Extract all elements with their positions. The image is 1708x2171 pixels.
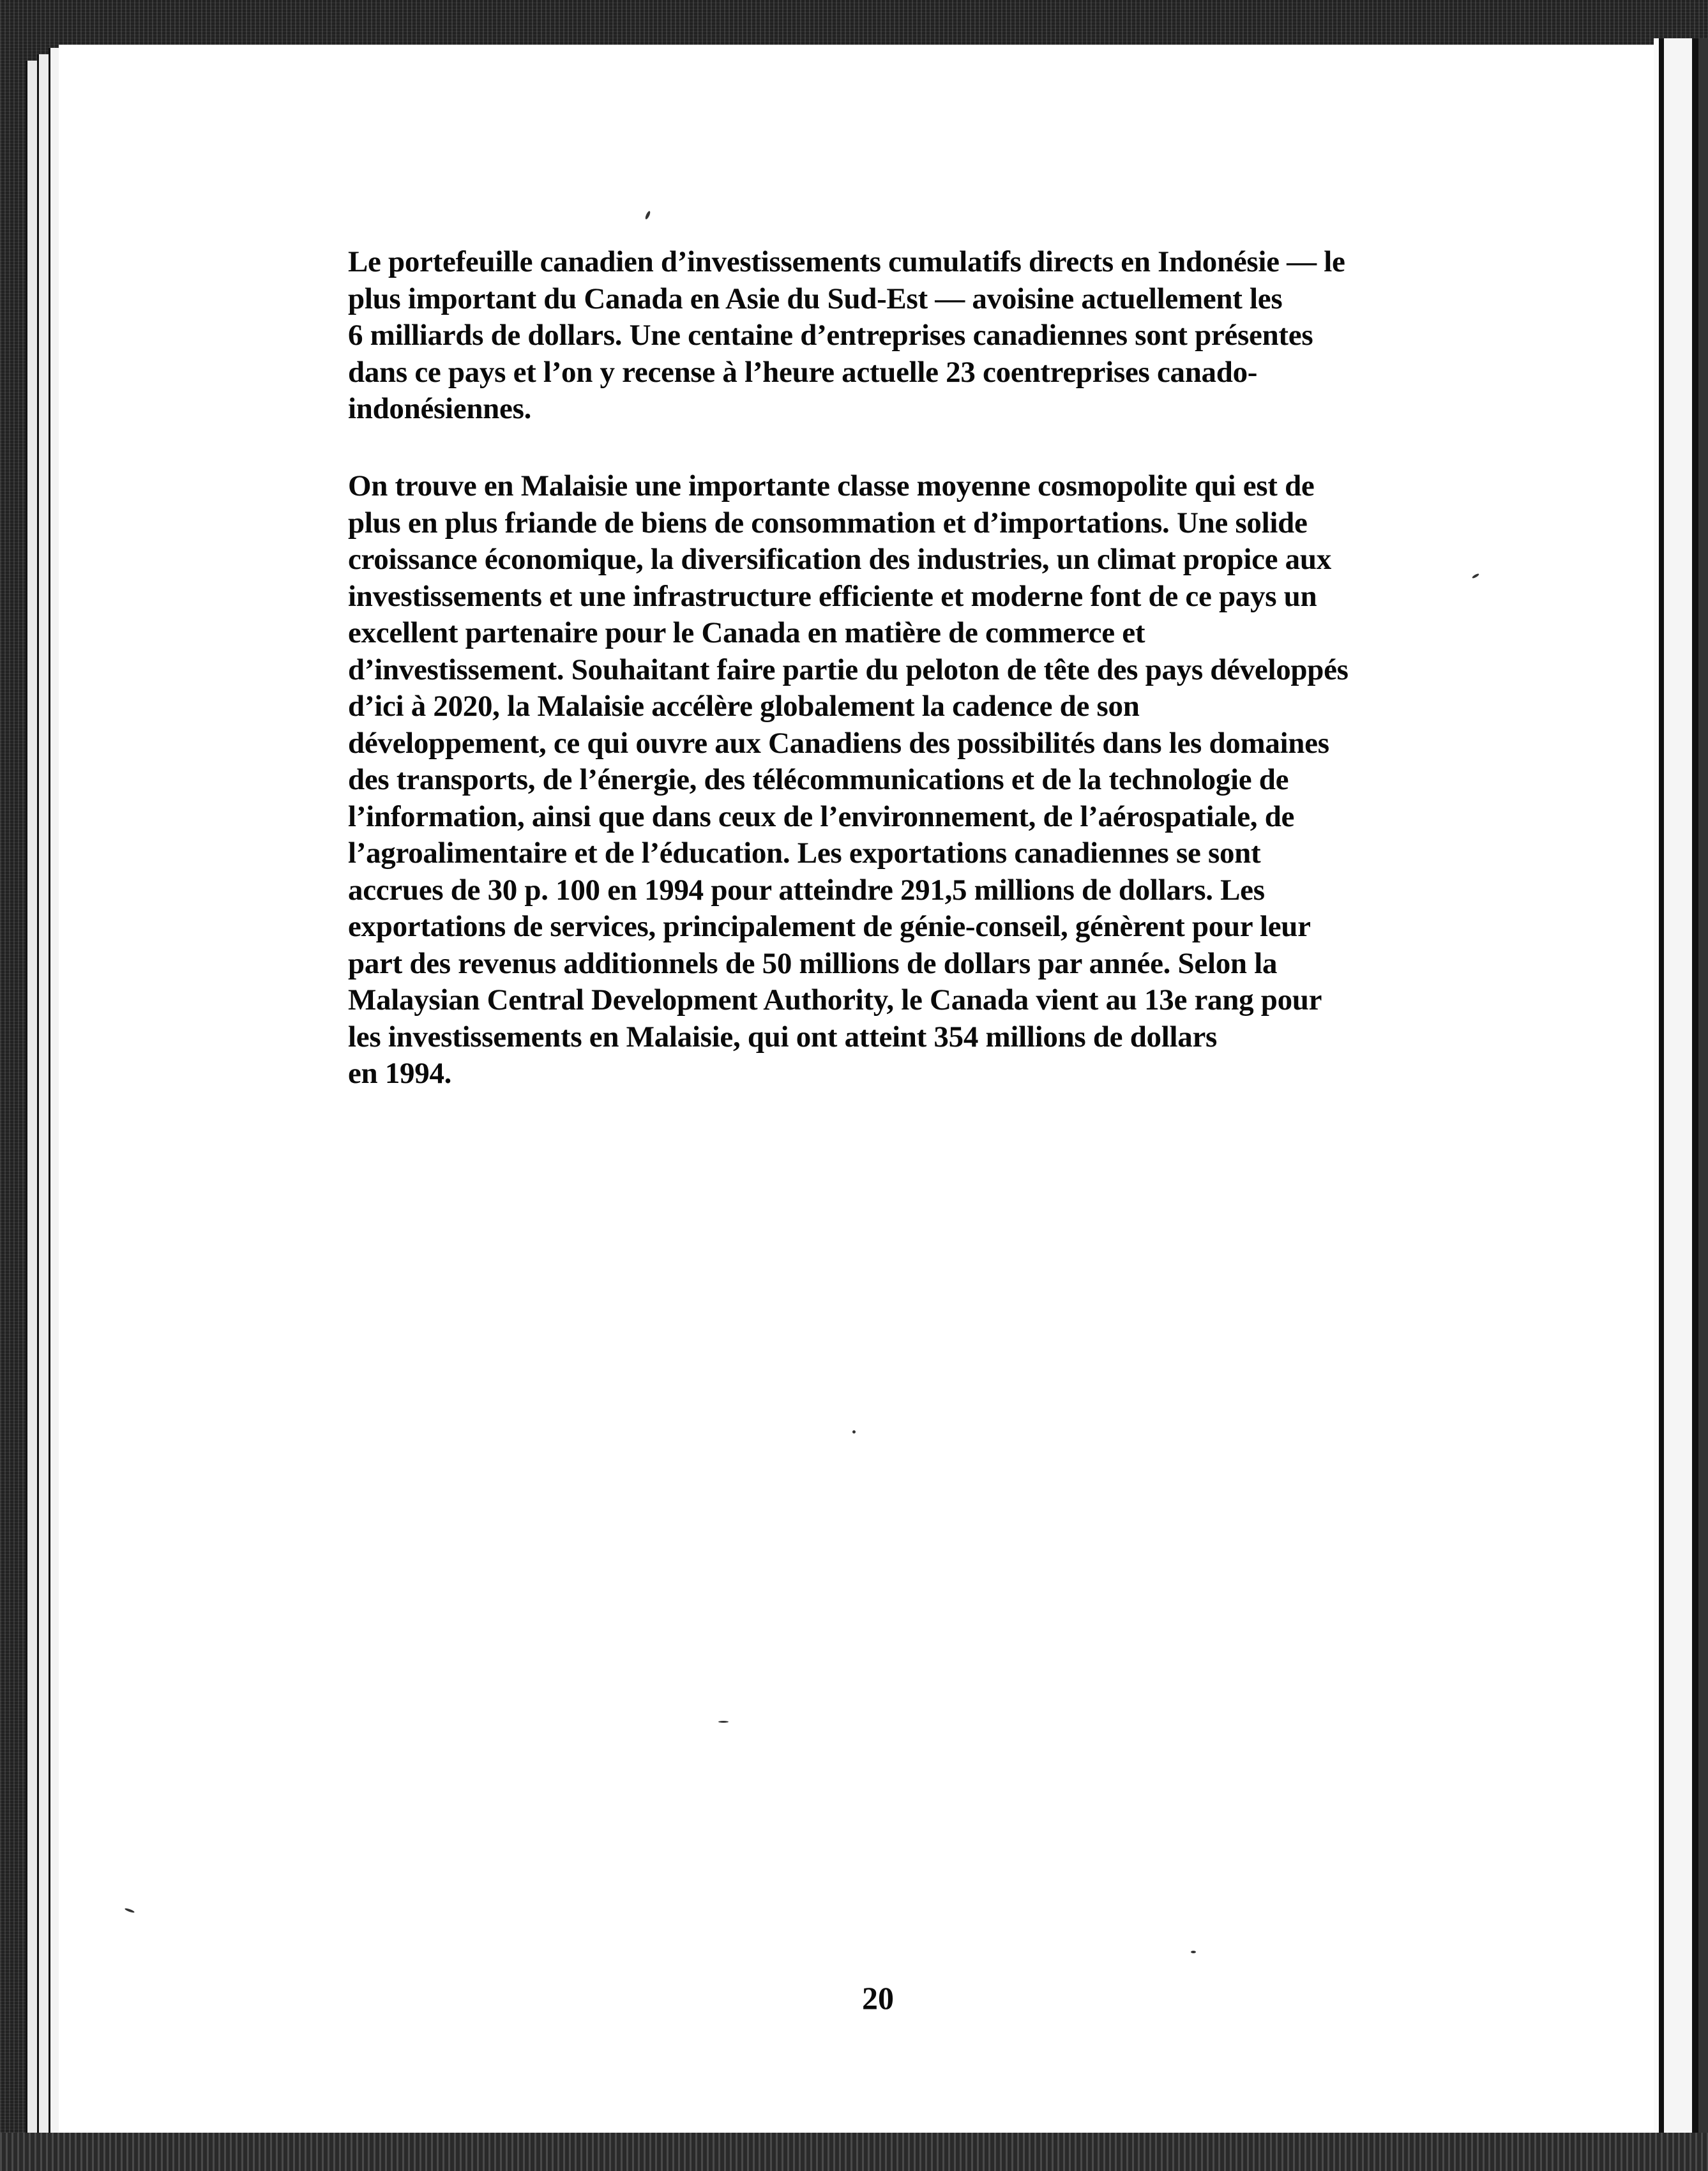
text-line: accrues de 30 p. 100 en 1994 pour atteindre 291,5 millions de dollars. Les xyxy=(348,873,1265,907)
scan-bottom-border xyxy=(0,2133,1708,2171)
text-line: plus important du Canada en Asie du Sud-Est — avoisine actuellement les xyxy=(348,282,1283,315)
text-line: plus en plus friande de biens de consommation et d’importations. Une solide xyxy=(348,506,1308,540)
text-line: des transports, de l’énergie, des télécommunications et de la technologie de xyxy=(348,763,1289,796)
text-line: croissance économique, la diversification des industries, un climat propice aux xyxy=(348,543,1331,576)
binding-strip xyxy=(1654,38,1708,2139)
text-line: On trouve en Malaisie une importante classe moyenne cosmopolite qui est de xyxy=(348,469,1315,503)
paragraph-indonesia xyxy=(348,244,1414,428)
text-line: indonésiennes. xyxy=(348,392,532,425)
text-line: les investissements en Malaisie, qui ont atteint 354 millions de dollars xyxy=(348,1020,1217,1054)
scan-speck xyxy=(852,1430,856,1433)
text-line: excellent partenaire pour le Canada en matière de commerce et xyxy=(348,616,1145,649)
text-line: l’information, ainsi que dans ceux de l’environnement, de l’aérospatiale, de xyxy=(348,799,1295,833)
scan-speck xyxy=(1191,1951,1196,1953)
text-line: investissements et une infrastructure efficiente et moderne font de ce pays un xyxy=(348,579,1317,613)
text-line: Le portefeuille canadien d’investissements cumulatifs directs en Indonésie — le xyxy=(348,245,1345,278)
text-line: d’ici à 2020, la Malaisie accélère globalement la cadence de son xyxy=(348,690,1140,723)
text-line: en 1994. xyxy=(348,1057,452,1090)
text-line: d’investissement. Souhaitant faire partie du peloton de tête des pays développés xyxy=(348,653,1349,686)
paragraph-malaisie xyxy=(348,468,1414,1093)
text-line: l’agroalimentaire et de l’éducation. Les exportations canadiennes se sont xyxy=(348,836,1261,870)
text-line: Malaysian Central Development Authority, le Canada vient au 13e rang pour xyxy=(348,983,1322,1017)
text-line: part des revenus additionnels de 50 millions de dollars par année. Selon la xyxy=(348,946,1278,980)
text-line: développement, ce qui ouvre aux Canadiens des possibilités dans les domaines xyxy=(348,726,1329,760)
text-line: exportations de services, principalement de génie-conseil, génèrent pour leur xyxy=(348,910,1311,943)
page-number: 20 xyxy=(862,1980,894,2016)
scan-speck xyxy=(718,1721,729,1723)
text-line: 6 milliards de dollars. Une centaine d’entreprises canadiennes sont présentes xyxy=(348,319,1313,352)
text-line: dans ce pays et l’on y recense à l’heure actuelle 23 coentreprises canado- xyxy=(348,355,1258,389)
